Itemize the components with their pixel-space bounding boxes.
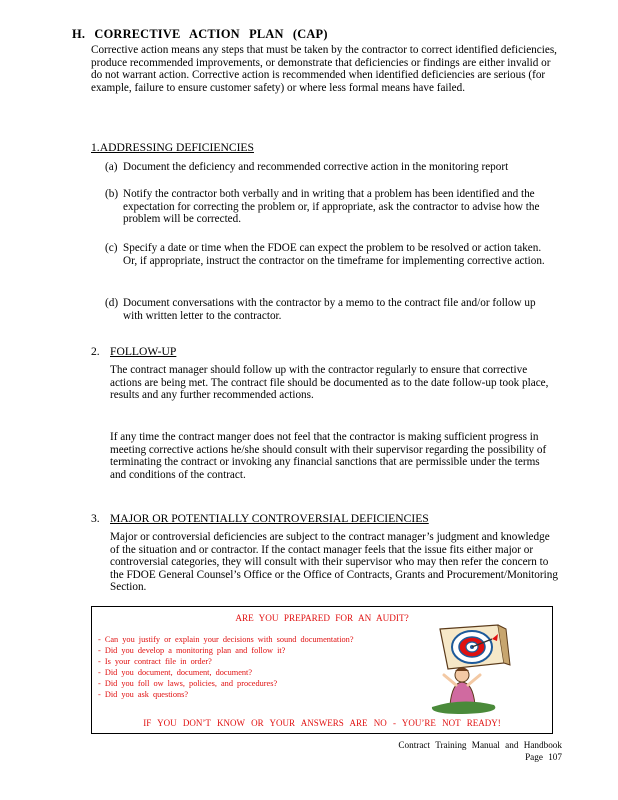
audit-box-title: ARE YOU PREPARED FOR AN AUDIT? (235, 613, 409, 623)
section-2-paragraph-2: If any time the contract manger does not feel that the contractor is making sufficient progress in meeting corrective actions he/she should consult with their supervisor regarding the possibility of terminating the contract or invoking any financial sanctions that are permissible under the terms and conditions of the contract. (110, 431, 547, 481)
item-text: Specify a date or time when the FDOE can expect the problem to be resolved or action taken. Or, if appropriate, instruct the contractor on the timeframe for implementing corrective action. (123, 242, 545, 267)
audit-box-footer: IF YOU DON’T KNOW OR YOUR ANSWERS ARE NO - YOU’RE NOT READY! (143, 718, 501, 728)
section-2-title: FOLLOW-UP (110, 345, 177, 358)
list-item (105, 161, 555, 174)
section-3-title: MAJOR OR POTENTIALLY CONTROVERSIAL DEFICIENCIES (110, 512, 429, 525)
section-2-paragraph-1: The contract manager should follow up with the contractor regularly to ensure that corrective actions are being met. The contract file should be documented as to the date follow-up took place, results and any further recommended actions. (110, 364, 549, 402)
audit-question: - Did you foll ow laws, policies, and procedures? (98, 679, 278, 688)
list-item (105, 242, 555, 267)
audit-question: - Did you ask questions? (98, 690, 189, 699)
footer-manual-title: Contract Training Manual and Handbook (398, 740, 562, 750)
audit-callout-box (91, 606, 553, 734)
list-item (105, 188, 555, 226)
audit-question: - Can you justify or explain your decisions with sound documentation? (98, 635, 354, 644)
audit-question-list (98, 634, 418, 700)
item-label: (a) (105, 161, 118, 173)
item-text: Notify the contractor both verbally and in writing that a problem has been identified and the expectation for correcting the problem or, if appropriate, ask the contractor to advise how the problem will be corrected. (123, 188, 540, 226)
item-text: Document conversations with the contractor by a memo to the contract file and/or follow up with written letter to the contractor. (123, 297, 536, 322)
item-text: Document the deficiency and recommended corrective action in the monitoring report (123, 161, 509, 173)
item-label: (c) (105, 242, 118, 254)
section-2-number: 2. (91, 345, 100, 358)
audit-question: - Did you develop a monitoring plan and follow it? (98, 646, 286, 655)
section-heading: H. CORRECTIVE ACTION PLAN (CAP) (72, 27, 328, 41)
audit-question: - Is your contract file in order? (98, 657, 212, 666)
section-3-paragraph: Major or controversial deficiencies are subject to the contract manager’s judgment and knowledge of the situation and or contractor. If the contact manager feels that the issue fits either major or controversial categories, they will consult with their supervisor who may then refer the concern to the FDOE General Counsel’s Office or the Office of Contracts, Grants and Procurement/Monitoring Section. (110, 531, 558, 594)
audit-question: - Did you document, document, document? (98, 668, 253, 677)
section-3-number: 3. (91, 512, 100, 525)
list-item (105, 297, 555, 322)
item-label: (b) (105, 188, 119, 200)
item-label: (d) (105, 297, 119, 309)
page-footer (398, 740, 562, 763)
target-dartboard-person-icon (422, 617, 528, 717)
page-number: Page 107 (525, 751, 562, 762)
section-1-title: 1.ADDRESSING DEFICIENCIES (91, 141, 254, 154)
intro-paragraph: Corrective action means any steps that must be taken by the contractor to correct identified deficiencies, produce recommended improvements, or demonstrate that deficiencies or findings are either invalid or do not warrant action. Corrective action is recommended when identified deficiencies are serious (for example, failure to ensure customer safety) or where less formal means have failed. (91, 44, 557, 94)
